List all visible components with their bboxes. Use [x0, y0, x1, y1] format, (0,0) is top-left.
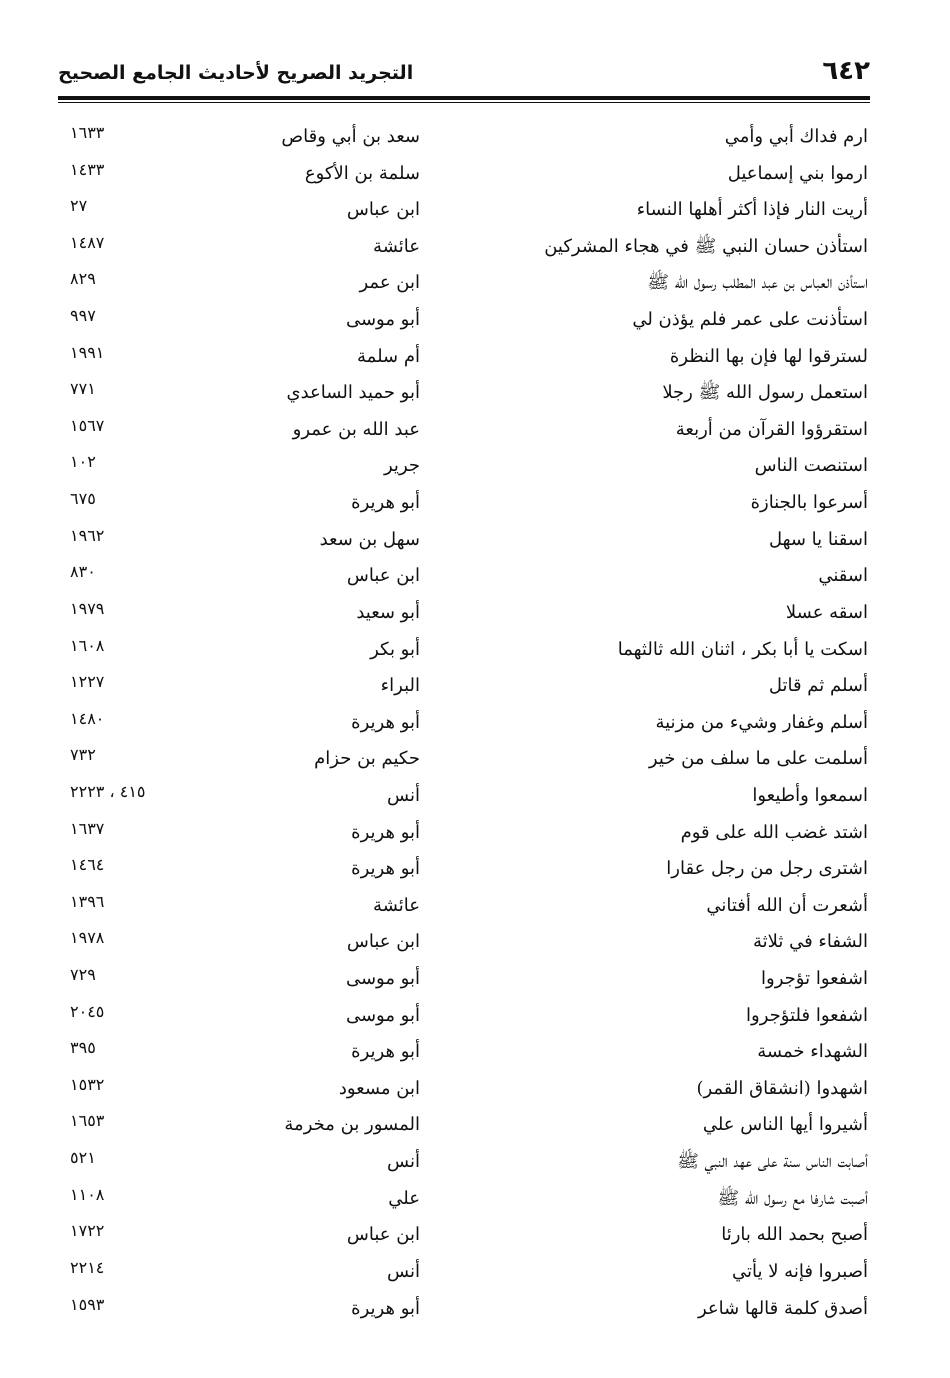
narrator-name: أبو هريرة — [351, 711, 420, 733]
narrator-name: أبو حميد الساعدي — [286, 382, 420, 404]
index-entry — [58, 1146, 870, 1183]
index-entry — [58, 890, 870, 927]
hadith-text: أصابت الناس سنة على عهد النبي ﷺ — [677, 1151, 868, 1173]
index-entry — [58, 341, 870, 378]
hadith-text: أصدق كلمة قالها شاعر — [697, 1297, 868, 1319]
narrator-name: أبو موسى — [345, 309, 420, 331]
hadith-text: أسلمت على ما سلف من خير — [648, 748, 868, 770]
narrator-name: أنس — [387, 1260, 420, 1282]
hadith-numbers: ٧٣٢ — [70, 745, 96, 765]
hadith-numbers: ٨٢٩ — [70, 269, 96, 289]
narrator-name: علي — [388, 1187, 420, 1209]
index-entry — [58, 780, 870, 817]
hadith-text: اسقني — [818, 565, 868, 587]
index-entry — [58, 1219, 870, 1256]
hadith-text: اشتد غضب الله على قوم — [680, 821, 868, 843]
index-entry — [58, 121, 870, 158]
hadith-index-list — [58, 121, 870, 1329]
index-entry — [58, 634, 870, 671]
narrator-name: أبو هريرة — [351, 1297, 420, 1319]
index-entry — [58, 1183, 870, 1220]
hadith-text: ارم فداك أبي وأمي — [724, 126, 868, 147]
narrator-name: أبو سعيد — [356, 601, 420, 623]
narrator-name: أنس — [387, 1151, 420, 1173]
hadith-numbers: ١٥٣٢ — [70, 1074, 105, 1094]
hadith-numbers: ١٤٨٧ — [70, 232, 105, 252]
index-entry — [58, 414, 870, 451]
narrator-name: أبو هريرة — [351, 821, 420, 843]
hadith-text: الشهداء خمسة — [757, 1041, 868, 1063]
header-rule-thin — [58, 102, 870, 103]
hadith-text: أسلم وغفار وشيء من مزنية — [655, 711, 868, 733]
narrator-name: حكيم بن حزام — [314, 748, 420, 770]
hadith-text: استأذن حسان النبي ﷺ في هجاء المشركين — [544, 235, 868, 257]
hadith-numbers: ١٩٦٢ — [70, 525, 105, 545]
narrator-name: أنس — [387, 784, 420, 806]
narrator-name: أبو هريرة — [351, 1041, 420, 1063]
hadith-text: اشفعوا تؤجروا — [761, 968, 868, 990]
narrator-name: عائشة — [373, 894, 420, 916]
narrator-name: عبد الله بن عمرو — [292, 418, 420, 440]
narrator-name: أبو موسى — [345, 968, 420, 990]
narrator-name: عائشة — [373, 235, 420, 257]
index-entry — [58, 267, 870, 304]
narrator-name: ابن مسعود — [338, 1077, 420, 1099]
index-entry — [58, 1073, 870, 1110]
index-entry — [58, 817, 870, 854]
hadith-numbers: ٦٧٥ — [70, 489, 96, 509]
header-rule-thick — [58, 96, 870, 100]
hadith-text: اسقه عسلا — [785, 601, 868, 623]
index-entry — [58, 377, 870, 414]
hadith-numbers: ٤١٥ ، ٢٢٢٣ — [70, 781, 146, 801]
hadith-text: اسقنا يا سهل — [768, 528, 868, 550]
index-entry — [58, 853, 870, 890]
hadith-text: أسلم ثم قاتل — [768, 675, 868, 697]
page-header — [58, 50, 870, 96]
hadith-text: الشفاء في ثلاثة — [752, 931, 868, 953]
hadith-numbers: ١٤٨٠ — [70, 708, 105, 728]
hadith-numbers: ١٢٢٧ — [70, 672, 105, 692]
hadith-text: ارموا بني إسماعيل — [727, 162, 868, 184]
index-entry — [58, 231, 870, 268]
hadith-numbers: ١٥٩٣ — [70, 1294, 105, 1314]
hadith-numbers: ١٩٧٨ — [70, 928, 105, 948]
hadith-text: استنصت الناس — [754, 455, 868, 477]
narrator-name: ابن عمر — [359, 272, 420, 294]
index-entry — [58, 597, 870, 634]
index-entry — [58, 304, 870, 341]
hadith-numbers: ١٦٣٧ — [70, 818, 105, 838]
hadith-numbers: ٥٢١ — [70, 1148, 96, 1168]
index-entry — [58, 450, 870, 487]
hadith-text: اسمعوا وأطيعوا — [752, 784, 868, 806]
narrator-name: أبو هريرة — [351, 858, 420, 880]
hadith-numbers: ١٦٠٨ — [70, 635, 105, 655]
index-entry — [58, 487, 870, 524]
index-entry — [58, 524, 870, 561]
hadith-numbers: ١٤٦٤ — [70, 855, 105, 875]
narrator-name: ابن عباس — [346, 1224, 420, 1246]
narrator-name: جرير — [384, 455, 420, 477]
hadith-text: اشهدوا (انشقاق القمر) — [696, 1077, 868, 1099]
hadith-numbers: ١٦٣٣ — [70, 123, 105, 142]
index-entry — [58, 1000, 870, 1037]
narrator-name: أبو بكر — [370, 638, 420, 660]
hadith-numbers: ١٧٢٢ — [70, 1221, 105, 1241]
hadith-numbers: ١٦٥٣ — [70, 1111, 105, 1131]
hadith-text: أشيروا أيها الناس علي — [702, 1114, 868, 1136]
hadith-numbers: ١٩٩١ — [70, 342, 105, 362]
hadith-numbers: ١٥٦٧ — [70, 415, 105, 435]
hadith-numbers: ١٤٣٣ — [70, 159, 105, 179]
hadith-numbers: ٧٢٩ — [70, 965, 96, 985]
hadith-numbers: ٧٧١ — [70, 379, 96, 399]
index-entry — [58, 926, 870, 963]
index-entry — [58, 1036, 870, 1073]
hadith-numbers: ٢٠٤٥ — [70, 1001, 105, 1021]
hadith-numbers: ١٣٩٦ — [70, 891, 105, 911]
narrator-name: سهل بن سعد — [319, 528, 420, 550]
narrator-name: أم سلمة — [357, 345, 420, 367]
hadith-text: أريت النار فإذا أكثر أهلها النساء — [636, 199, 868, 221]
hadith-text: لسترقوا لها فإن بها النظرة — [669, 345, 868, 367]
index-entry — [58, 1293, 870, 1330]
index-entry — [58, 1109, 870, 1146]
hadith-numbers: ٢٧ — [70, 196, 88, 216]
index-entry — [58, 707, 870, 744]
page-number: ٦٤٢ — [822, 56, 870, 86]
narrator-name: ابن عباس — [346, 931, 420, 953]
narrator-name: المسور بن مخرمة — [284, 1114, 420, 1136]
narrator-name: ابن عباس — [346, 565, 420, 587]
hadith-text: أصبروا فإنه لا يأتي — [731, 1260, 868, 1282]
index-entry — [58, 743, 870, 780]
hadith-text: اشترى رجل من رجل عقارا — [666, 858, 868, 880]
narrator-name: أبو موسى — [345, 1004, 420, 1026]
book-title: التجريد الصريح لأحاديث الجامع الصحيح — [58, 62, 414, 84]
hadith-text: أشعرت أن الله أفتاني — [706, 894, 868, 916]
hadith-numbers: ٣٩٥ — [70, 1038, 96, 1058]
hadith-text: اسكت يا أبا بكر ، اثنان الله ثالثهما — [617, 638, 868, 660]
hadith-numbers: ١٠٢ — [70, 452, 96, 472]
hadith-text: استأذن العباس بن عبد المطلب رسول الله ﷺ — [647, 272, 868, 294]
narrator-name: سعد بن أبي وقاص — [281, 126, 420, 147]
hadith-text: أصبح بحمد الله بارئا — [721, 1224, 868, 1246]
hadith-text: استأذنت على عمر فلم يؤذن لي — [632, 309, 868, 331]
index-entry — [58, 194, 870, 231]
hadith-text: اشفعوا فلتؤجروا — [746, 1004, 868, 1026]
index-entry — [58, 670, 870, 707]
narrator-name: ابن عباس — [346, 199, 420, 221]
hadith-text: استقرؤوا القرآن من أربعة — [675, 418, 868, 440]
hadith-text: أسرعوا بالجنازة — [750, 492, 868, 514]
index-entry — [58, 963, 870, 1000]
hadith-numbers: ١١٠٨ — [70, 1184, 105, 1204]
narrator-name: أبو هريرة — [351, 492, 420, 514]
narrator-name: البراء — [380, 675, 420, 697]
index-entry — [58, 560, 870, 597]
hadith-numbers: ٢٢١٤ — [70, 1257, 105, 1277]
index-entry — [58, 1256, 870, 1293]
narrator-name: سلمة بن الأكوع — [304, 162, 420, 184]
hadith-numbers: ٨٣٠ — [70, 562, 96, 582]
hadith-numbers: ٩٩٧ — [70, 306, 96, 326]
hadith-text: أصبت شارفا مع رسول الله ﷺ — [717, 1187, 868, 1209]
hadith-text: استعمل رسول الله ﷺ رجلا — [662, 382, 868, 404]
hadith-numbers: ١٩٧٩ — [70, 598, 105, 618]
index-entry — [58, 158, 870, 195]
